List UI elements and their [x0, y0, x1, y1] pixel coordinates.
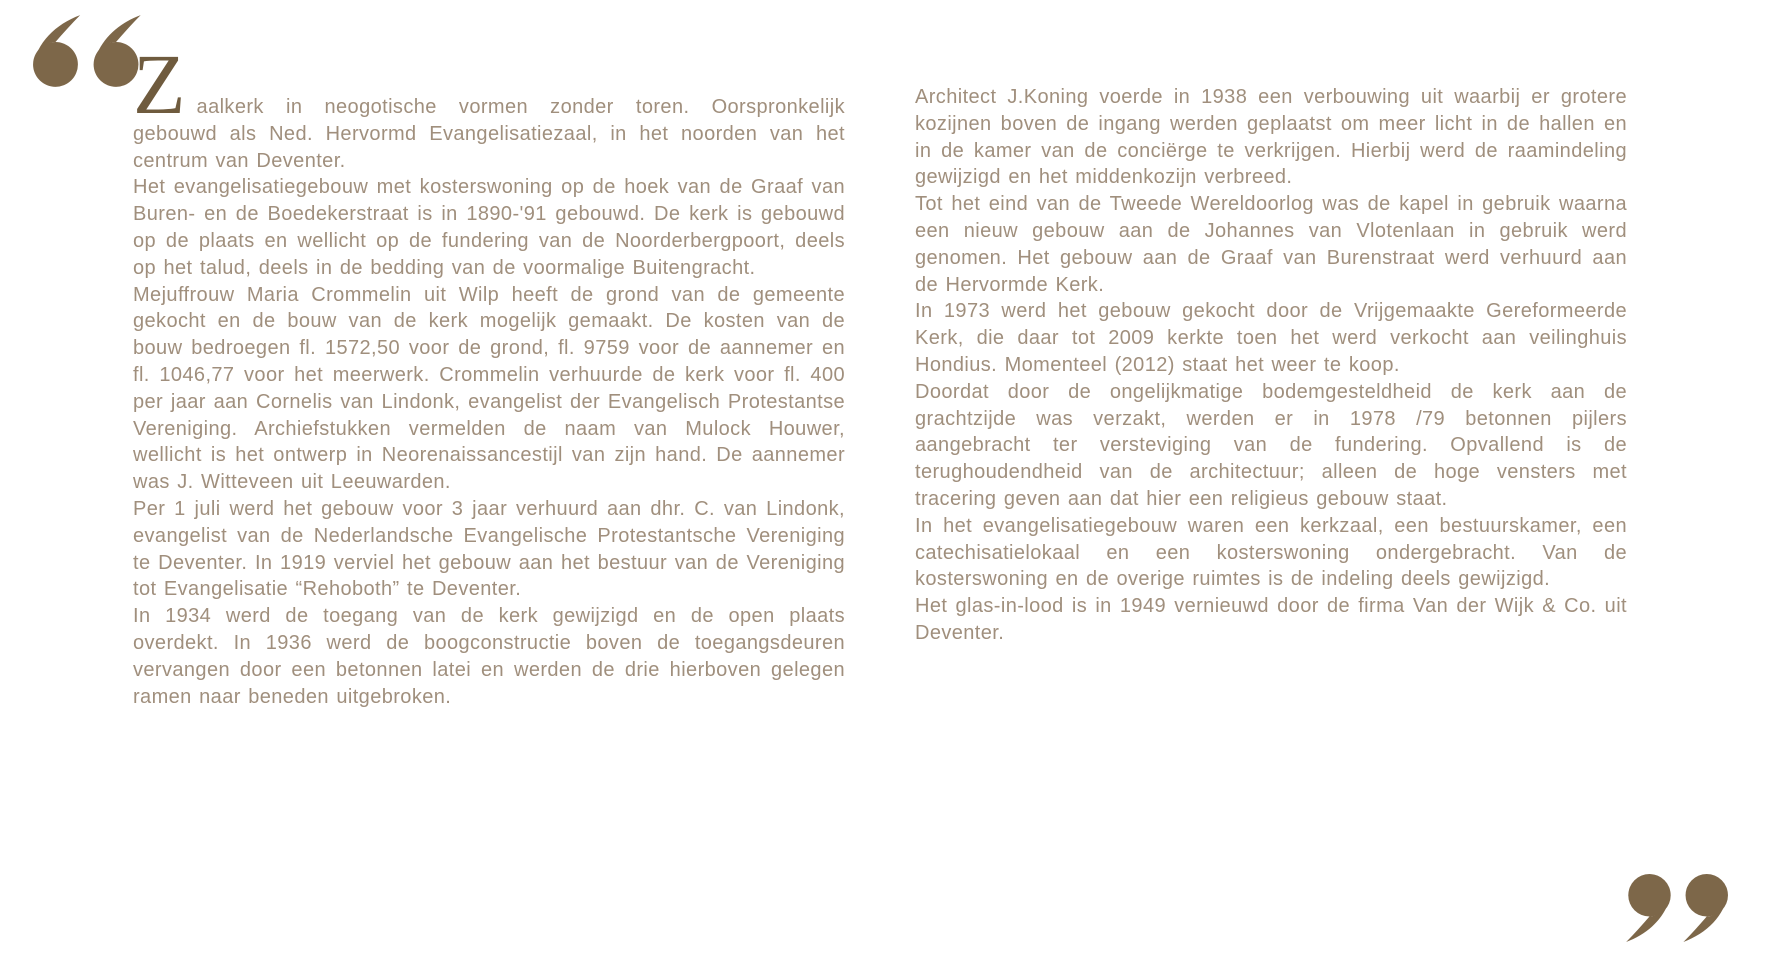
paragraph-text: Doordat door de ongelijkmatige bodemgesteldheid de kerk aan de grachtzijde was verzakt, werden er in 1978 /79 betonnen pijlers aangebracht ter versteviging van de fundering. Opvallend is de terughoudendheid van de architectuur; alleen de hoge vensters met tracering geven aan dat hier een religieus gebouw staat.	[915, 380, 1627, 510]
open-quote-mark-1	[33, 15, 80, 87]
close-quote-mark-2	[1626, 874, 1671, 942]
double-quote-close-icon	[1624, 873, 1728, 943]
double-quote-open-icon	[33, 14, 143, 88]
drop-cap: Z	[133, 36, 186, 132]
paragraph-text: In 1934 werd de toegang van de kerk gewijzigd en de open plaats overdekt. In 1936 werd de boogconstructie boven de toegangsdeuren vervangen door een betonnen latei en werden de drie hierboven gelegen ramen naar beneden uitgebroken.	[133, 605, 845, 708]
paragraph-text: In het evangelisatiegebouw waren een kerkzaal, een bestuurskamer, een catechisatielokaal en een kosterswoning ondergebracht. Van de kosterswoning en de overige ruimtes is de indeling deels gewijzigd.	[915, 514, 1627, 591]
close-quote-mark-1	[1683, 874, 1728, 942]
article-body	[133, 36, 1627, 710]
paragraph-text: Architect J.Koning voerde in 1938 een verbouwing uit waarbij er grotere kozijnen boven de ingang werden geplaatst om meer licht in de hallen en in de kamer van de conciërge te verkrijgen. Hierbij werd de raamindeling gewijzigd en het middenkozijn verbreed.	[915, 86, 1627, 189]
paragraph-text: Mejuffrouw Maria Crommelin uit Wilp heeft de grond van de gemeente gekocht en de bouw van de kerk mogelijk gemaakt. De kosten van de bouw bedroegen fl. 1572,50 voor de grond, fl. 9759 voor de aannemer en fl. 1046,77 voor het meerwerk. Crommelin verhuurde de kerk voor fl. 400 per jaar aan Cornelis van Lindonk, evangelist der Evangelisch Protestantse Vereniging. Archiefstukken vermelden de naam van Mulock Houwer, wellicht is het ontwerp in Neorenaissancestijl van zijn hand. De aannemer was J. Witteveen uit Leeuwarden.	[133, 283, 845, 494]
right-column	[915, 84, 1627, 710]
left-column	[133, 36, 845, 710]
paragraph	[133, 36, 845, 174]
paragraph-text: Het glas-in-lood is in 1949 vernieuwd door de firma Van der Wijk & Co. uit Deventer.	[915, 595, 1627, 644]
paragraph-text: Tot het eind van de Tweede Wereldoorlog was de kapel in gebruik waarna een nieuw gebouw aan de Johannes van Vlotenlaan in gebruik werd genomen. Het gebouw aan de Graaf van Burenstraat werd verhuurd aan de Hervormde Kerk.	[915, 193, 1627, 296]
paragraph-text: Per 1 juli werd het gebouw voor 3 jaar verhuurd aan dhr. C. van Lindonk, evangelist van de Nederlandsche Evangelische Protestantsche Vereniging te Deventer. In 1919 verviel het gebouw aan het bestuur van de Vereniging tot Evangelisatie “Rehoboth” te Deventer.	[133, 497, 845, 601]
paragraph-text: Het evangelisatiegebouw met kosterswoning op de hoek van de Graaf van Buren- en de Boedekerstraat is in 1890-'91 gebouwd. De kerk is gebouwd op de plaats en wellicht op de fundering van de Noorderbergpoort, deels op het talud, deels in de bedding van de voormalige Buitengracht.	[133, 176, 845, 279]
paragraph-text: aalkerk in neogotische vormen zonder toren. Oorspronkelijk gebouwd als Ned. Hervormd Evangelisatiezaal, in het noorden van het centrum van Deventer.	[133, 96, 845, 172]
paragraph-text: In 1973 werd het gebouw gekocht door de Vrijgemaakte Gereformeerde Kerk, die daar tot 2009 kerkte toen het werd verkocht aan veilinghuis Hondius. Momenteel (2012) staat het weer te koop.	[915, 300, 1627, 376]
